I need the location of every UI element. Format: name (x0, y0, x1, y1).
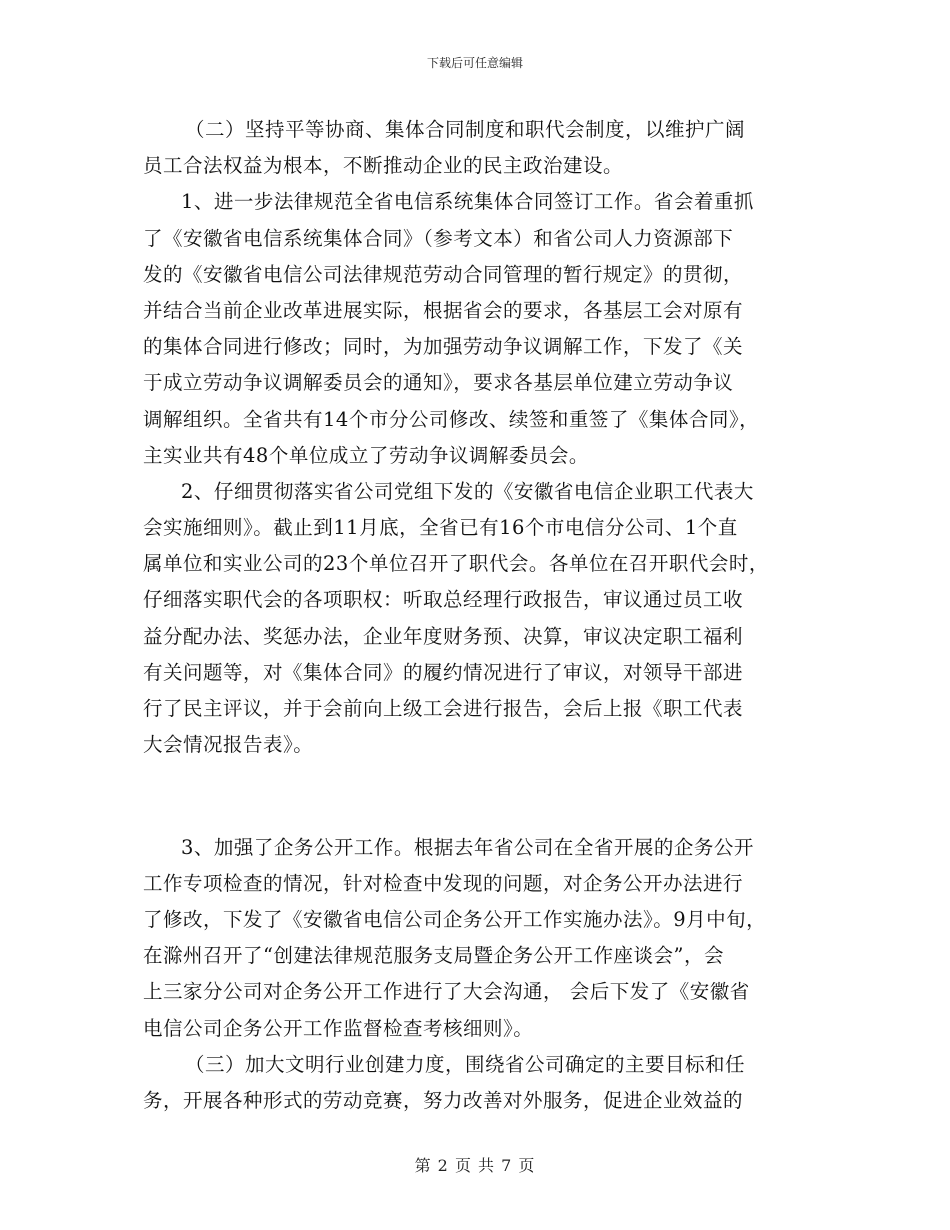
text-line: 了修改，下发了《安徽省电信公司企务公开工作实施办法》。9月中旬， (143, 907, 767, 931)
text-line: 行了民主评议，并于会前向上级工会进行报告，会后上报《职工代表 (143, 697, 744, 720)
text-line: 了《安徽省电信系统集体合同》（参考文本）和省公司人力资源部下 (143, 226, 734, 250)
text-line: 上三家分公司对企务公开工作进行了大会沟通， 会后下发了《安徽省 (143, 980, 750, 1004)
paragraph (143, 474, 808, 764)
text-line: 并结合当前企业改革进展实际，根据省会的要求，各基层工会对原有 (143, 298, 744, 322)
text-line: 大会情况报告表》。 (143, 733, 314, 757)
text-line: （三）加大文明行业创建力度，围绕省公司确定的主要目标和任 (185, 1052, 746, 1076)
text-line: 在滁州召开了“创建法律规范服务支局暨企务公开工作座谈会”，会 (143, 944, 724, 968)
text-line: 调解组织。全省共有14个市分公司修改、续签和重签了《集体合同》， (143, 407, 760, 431)
paragraph (143, 1047, 808, 1119)
text-line: 工作专项检查的情况，针对检查中发现的问题，对企务公开办法进行 (143, 871, 744, 895)
text-line: 1、进一步法律规范全省电信系统集体合同签订工作。省会着重抓 (181, 190, 754, 214)
text-line: 员工合法权益为根本，不断推动企业的民主政治建设。 (143, 154, 624, 178)
text-line: 仔细落实职代会的各项职权：听取总经理行政报告，审议通过员工收 (143, 588, 744, 612)
text-line: 于成立劳动争议调解委员会的通知》，要求各基层单位建立劳动争议 (143, 371, 734, 395)
text-line: 电信公司企务公开工作监督检查考核细则》。 (143, 1016, 534, 1040)
text-line: 益分配办法、奖惩办法，企业年度财务预、决算，审议决定职工福利 (143, 624, 744, 648)
spacer (143, 763, 808, 799)
text-line: 属单位和实业公司的23个单位召开了职代会。各单位在召开职代会时， (143, 552, 769, 576)
text-line: 主实业共有48个单位成立了劳动争议调解委员会。 (143, 443, 589, 467)
paragraph (143, 184, 808, 474)
text-line: 务，开展各种形式的劳动竞赛，努力改善对外服务，促进企业效益的 (143, 1088, 744, 1112)
text-line: （二）坚持平等协商、集体合同制度和职代会制度，以维护广阔 (185, 118, 746, 141)
text-line: 3、加强了企务公开工作。根据去年省公司在全省开展的企务公开 (181, 835, 754, 859)
text-line: 的集体合同进行修改；同时，为加强劳动争议调解工作，下发了《关 (143, 335, 744, 359)
text-line: 有关问题等，对《集体合同》的履约情况进行了审议，对领导干部进 (143, 660, 744, 684)
text-line: 2、仔细贯彻落实省公司党组下发的《安徽省电信企业职工代表大 (181, 479, 754, 503)
document-body (143, 112, 808, 1119)
paragraph (143, 830, 808, 1047)
page-number: 第 2 页 共 7 页 (414, 1156, 536, 1175)
text-line: 会实施细则》。截止到11月底，全省已有16个市电信分公司、1个直 (143, 516, 738, 540)
spacer (143, 800, 808, 830)
text-line: 发的《安徽省电信公司法律规范劳动合同管理的暂行规定》的贯彻， (143, 262, 744, 286)
paragraph (143, 112, 808, 184)
page-header: 下载后可任意编辑 (426, 56, 523, 70)
